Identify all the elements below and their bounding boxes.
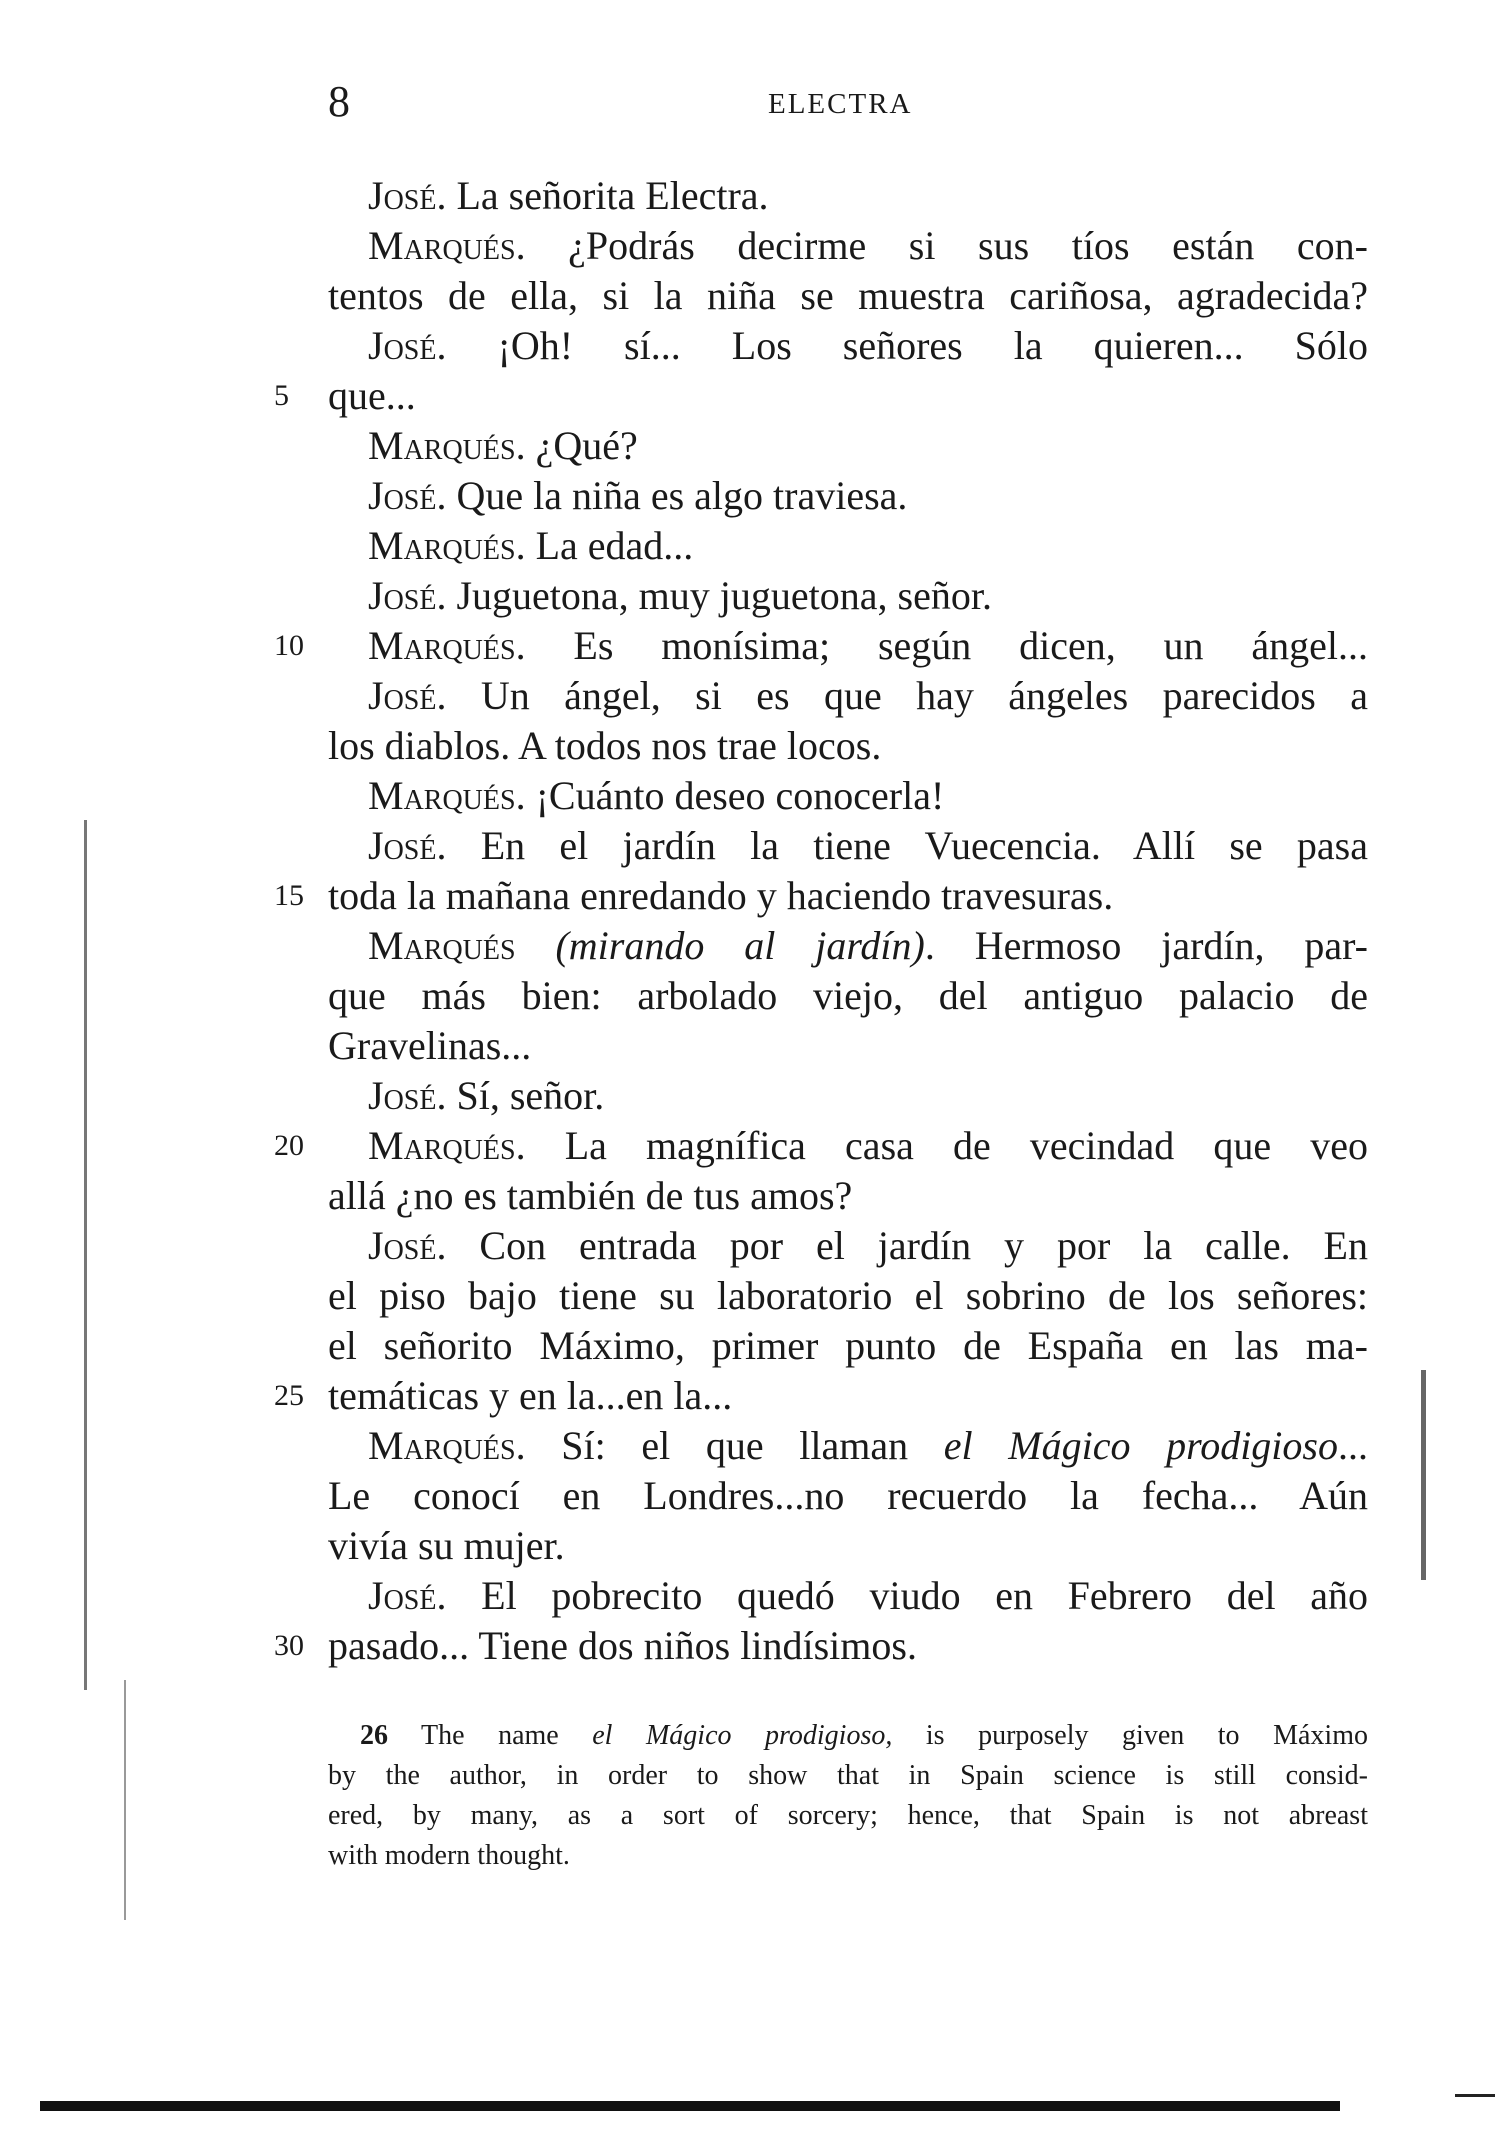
text-line xyxy=(368,171,1368,221)
text-line xyxy=(328,1471,1368,1521)
speaker: Marqués xyxy=(368,923,516,968)
line-number: 20 xyxy=(274,1129,304,1162)
running-title: ELECTRA xyxy=(768,88,913,120)
page-bottom-edge xyxy=(40,2101,1340,2111)
line-text: Gravelinas... xyxy=(328,1023,532,1068)
footnote-line xyxy=(360,1716,1368,1756)
text-line xyxy=(328,1321,1368,1371)
line-text: Le conocí en Londres...no recuerdo la fecha... Aún xyxy=(328,1473,1368,1518)
line-text: ¿Qué? xyxy=(525,423,638,468)
text-line xyxy=(368,1571,1368,1621)
footnote-line xyxy=(328,1796,1368,1836)
text-line xyxy=(368,321,1368,371)
line-text: Sí, señor. xyxy=(446,1073,605,1118)
line-text: Que la niña es algo traviesa. xyxy=(446,473,908,518)
text-line xyxy=(368,1121,1368,1171)
speaker: José. xyxy=(368,1223,447,1268)
line-text: el piso bajo tiene su laboratorio el sobrino de los señores: xyxy=(328,1273,1368,1318)
text-line xyxy=(328,971,1368,1021)
speaker: José. xyxy=(368,473,447,518)
text-line xyxy=(328,1021,1368,1071)
line-text: Es monísima; según dicen, un ángel... xyxy=(525,623,1368,668)
speaker: Marqués. xyxy=(368,1123,526,1168)
text-line xyxy=(328,1271,1368,1321)
footnote-number: 26 xyxy=(360,1720,388,1751)
speaker: José. xyxy=(368,673,447,718)
footnote-line xyxy=(328,1836,1368,1876)
line-text: La edad... xyxy=(525,523,694,568)
speaker: José. xyxy=(368,823,447,868)
text-line xyxy=(368,621,1368,671)
footnote-emphasis: el Mágico prodigioso, xyxy=(592,1720,893,1751)
text-line xyxy=(328,1371,1368,1421)
speaker: José. xyxy=(368,573,447,618)
line-number: 10 xyxy=(274,629,304,662)
line-text: Juguetona, muy juguetona, señor. xyxy=(446,573,992,618)
text-line xyxy=(328,1521,1368,1571)
footnote-text: The name xyxy=(388,1720,593,1751)
text-line xyxy=(368,1421,1368,1471)
text-line xyxy=(368,1071,1368,1121)
page-number: 8 xyxy=(328,77,350,126)
scan-edge-mark xyxy=(84,820,87,1690)
emphasis: el Mágico prodigioso xyxy=(943,1423,1338,1468)
stage-direction: (mirando al jardín) xyxy=(555,923,925,968)
scan-smudge xyxy=(1421,1370,1426,1580)
line-text: pasado... Tiene dos niños lindísimos. xyxy=(328,1623,917,1668)
speaker: Marqués. xyxy=(368,223,526,268)
line-text: Sí: el que llaman xyxy=(525,1423,944,1468)
text-line xyxy=(368,471,1368,521)
footnote-line xyxy=(328,1756,1368,1796)
speaker: Marqués. xyxy=(368,423,526,468)
line-text: ¿Podrás decirme si sus tíos están con- xyxy=(525,223,1368,268)
line-text: los diablos. A todos nos trae locos. xyxy=(328,723,882,768)
line-text: Un ángel, si es que hay ángeles parecidos a xyxy=(446,673,1368,718)
line-number: 25 xyxy=(274,1379,304,1412)
speaker: Marqués. xyxy=(368,523,526,568)
line-text: ¡Cuánto deseo conocerla! xyxy=(525,773,945,818)
text-line xyxy=(368,221,1368,271)
line-text: En el jardín la tiene Vuecencia. Allí se pasa xyxy=(446,823,1368,868)
line-number: 15 xyxy=(274,879,304,912)
text-line xyxy=(328,1171,1368,1221)
text-line xyxy=(368,421,1368,471)
line-text-tail: ... xyxy=(1338,1423,1368,1468)
speaker: Marqués. xyxy=(368,1423,526,1468)
text-line xyxy=(368,1221,1368,1271)
line-text: que... xyxy=(328,373,416,418)
speaker: Marqués. xyxy=(368,773,526,818)
page-bottom-edge xyxy=(1455,2094,1495,2097)
line-text: ¡Oh! sí... Los señores la quieren... Sólo xyxy=(446,323,1368,368)
speaker: José. xyxy=(368,173,447,218)
text-line xyxy=(328,721,1368,771)
line-text: La señorita Electra. xyxy=(446,173,769,218)
line-number: 5 xyxy=(274,379,289,412)
line-text: allá ¿no es también de tus amos? xyxy=(328,1173,853,1218)
line-text: el señorito Máximo, primer punto de España en las ma- xyxy=(328,1323,1368,1368)
line-text: toda la mañana enredando y haciendo travesuras. xyxy=(328,873,1114,918)
footnote-text: by the author, in order to show that in Spain science is still consid- xyxy=(328,1760,1368,1791)
text-line xyxy=(328,871,1368,921)
line-number: 30 xyxy=(274,1629,304,1662)
footnote-text: with modern thought. xyxy=(328,1840,570,1871)
line-text: Con entrada por el jardín y por la calle. En xyxy=(446,1223,1368,1268)
scan-edge-mark xyxy=(124,1680,126,1920)
text-line xyxy=(368,771,1368,821)
text-line xyxy=(328,1621,1368,1671)
line-text: La magnífica casa de vecindad que veo xyxy=(525,1123,1368,1168)
line-text: vivía su mujer. xyxy=(328,1523,565,1568)
speaker: José. xyxy=(368,1073,447,1118)
text-line xyxy=(368,821,1368,871)
line-text: El pobrecito quedó viudo en Febrero del año xyxy=(446,1573,1368,1618)
text-line xyxy=(368,571,1368,621)
speaker: José. xyxy=(368,1573,447,1618)
line-text: temáticas y en la...en la... xyxy=(328,1373,733,1418)
line-text: que más bien: arbolado viejo, del antiguo palacio de xyxy=(328,973,1368,1018)
footnote-text: ered, by many, as a sort of sorcery; hence, that Spain is not abreast xyxy=(328,1800,1368,1831)
line-text: . Hermoso jardín, par- xyxy=(924,923,1368,968)
line-text: tentos de ella, si la niña se muestra cariñosa, agradecida? xyxy=(328,273,1368,318)
text-line xyxy=(368,521,1368,571)
speaker: José. xyxy=(368,323,447,368)
text-line xyxy=(328,371,1368,421)
speaker: Marqués. xyxy=(368,623,526,668)
text-line xyxy=(368,921,1368,971)
footnote-text: is purposely given to Máximo xyxy=(892,1720,1368,1751)
text-line xyxy=(328,271,1368,321)
text-line xyxy=(368,671,1368,721)
